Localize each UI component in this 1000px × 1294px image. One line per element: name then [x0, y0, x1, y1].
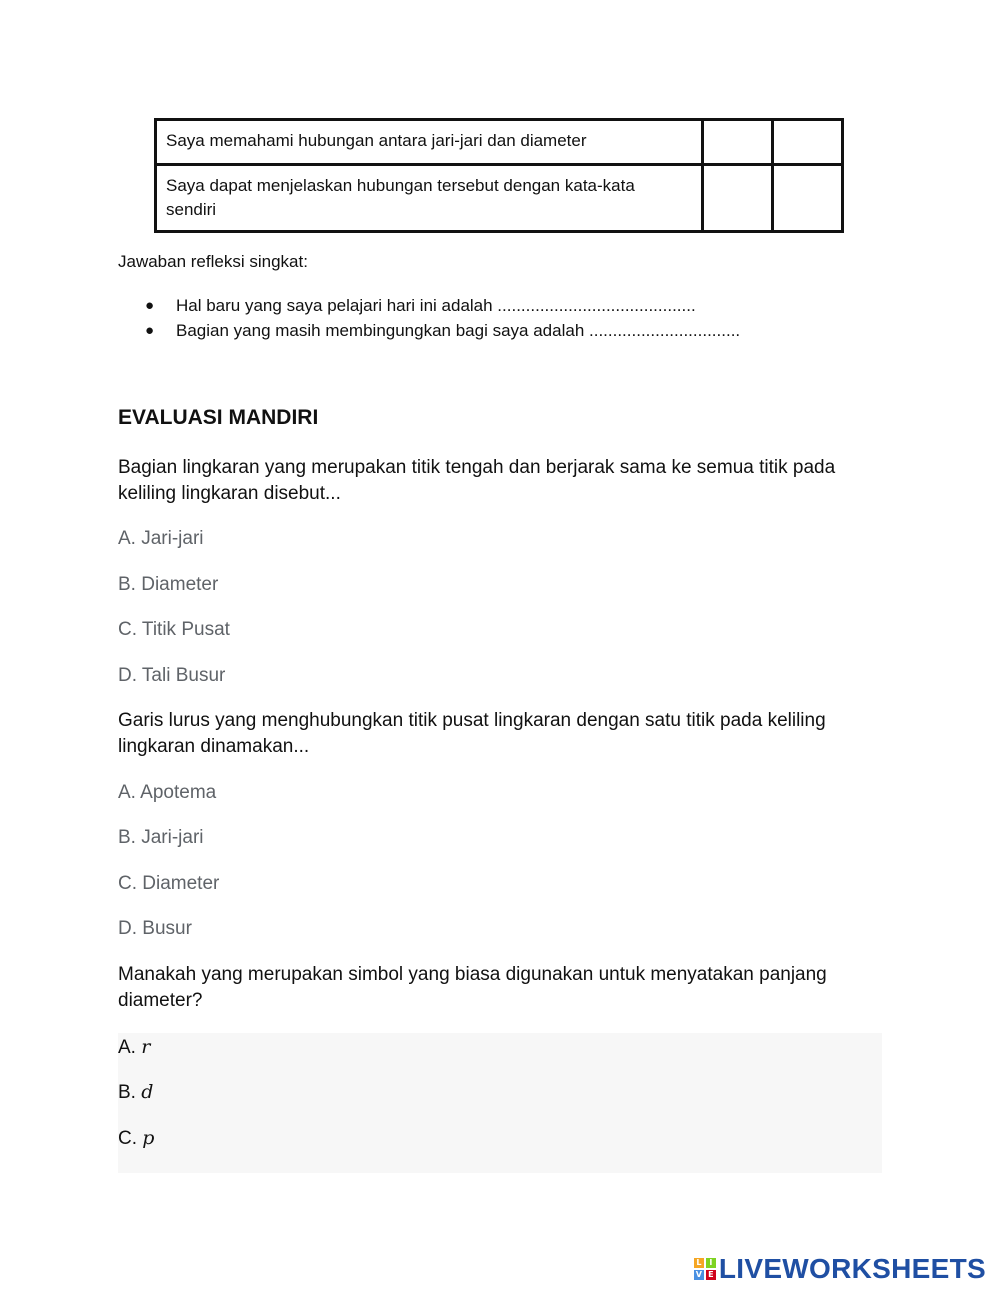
section-title: EVALUASI MANDIRI [118, 406, 319, 429]
liveworksheets-logo [694, 1253, 986, 1285]
logo-icon [694, 1258, 716, 1280]
q1-option-d[interactable]: D. Tali Busur [118, 665, 226, 686]
list-item [118, 293, 740, 318]
question-1-text: Bagian lingkaran yang merupakan titik tengah dan berjarak sama ke semua titik pada keliling lingkaran disebut... [118, 457, 836, 504]
q2-option-d[interactable]: D. Busur [118, 918, 192, 939]
option-letter: A. [118, 1037, 136, 1058]
option-symbol: d [141, 1081, 154, 1103]
q3-option-b[interactable] [118, 1079, 153, 1106]
check-cell[interactable] [773, 120, 843, 165]
statement-cell: Saya dapat menjelaskan hubungan tersebut dengan kata-kata sendiri [156, 165, 703, 232]
q2-option-b[interactable]: B. Jari-jari [118, 827, 204, 848]
check-cell[interactable] [703, 165, 773, 232]
reflection-list [118, 293, 740, 343]
logo-text: LIVEWORKSHEETS [718, 1253, 986, 1284]
q2-option-c[interactable]: C. Diameter [118, 873, 220, 894]
bullet-icon: ● [145, 297, 155, 314]
option-symbol: r [141, 1036, 151, 1058]
list-item [118, 318, 740, 343]
question-2-text: Garis lurus yang menghubungkan titik pusat lingkaran dengan satu titik pada keliling lingkaran dinamakan... [118, 710, 826, 757]
table-row [156, 165, 843, 232]
option-symbol: p [142, 1127, 155, 1149]
check-cell[interactable] [773, 165, 843, 232]
q3-option-a[interactable] [118, 1034, 150, 1061]
q1-option-b[interactable]: B. Diameter [118, 574, 219, 595]
option-letter: C. [118, 1128, 137, 1149]
answer-area-background [118, 1033, 882, 1173]
reflection-item-text: Bagian yang masih membingungkan bagi saya adalah ................................ [176, 321, 741, 340]
logo-tile: E [706, 1270, 716, 1280]
q3-option-c[interactable] [118, 1125, 154, 1152]
option-letter: B. [118, 1082, 136, 1103]
statement-cell: Saya memahami hubungan antara jari-jari dan diameter [156, 120, 703, 165]
bullet-icon: ● [145, 322, 155, 339]
reflection-title: Jawaban refleksi singkat: [118, 252, 308, 271]
logo-tile: V [695, 1270, 702, 1279]
table-row [156, 120, 843, 165]
self-assessment-table [154, 118, 844, 233]
logo-tile: L [694, 1258, 704, 1268]
question-3-text: Manakah yang merupakan simbol yang biasa digunakan untuk menyatakan panjang diameter? [118, 964, 827, 1011]
q2-option-a[interactable]: A. Apotema [118, 782, 217, 803]
reflection-item-text: Hal baru yang saya pelajari hari ini adalah .......................................... [176, 296, 696, 315]
q1-option-a[interactable]: A. Jari-jari [118, 528, 204, 549]
q1-option-c[interactable]: C. Titik Pusat [118, 619, 230, 640]
check-cell[interactable] [703, 120, 773, 165]
logo-tile: I [706, 1258, 716, 1268]
